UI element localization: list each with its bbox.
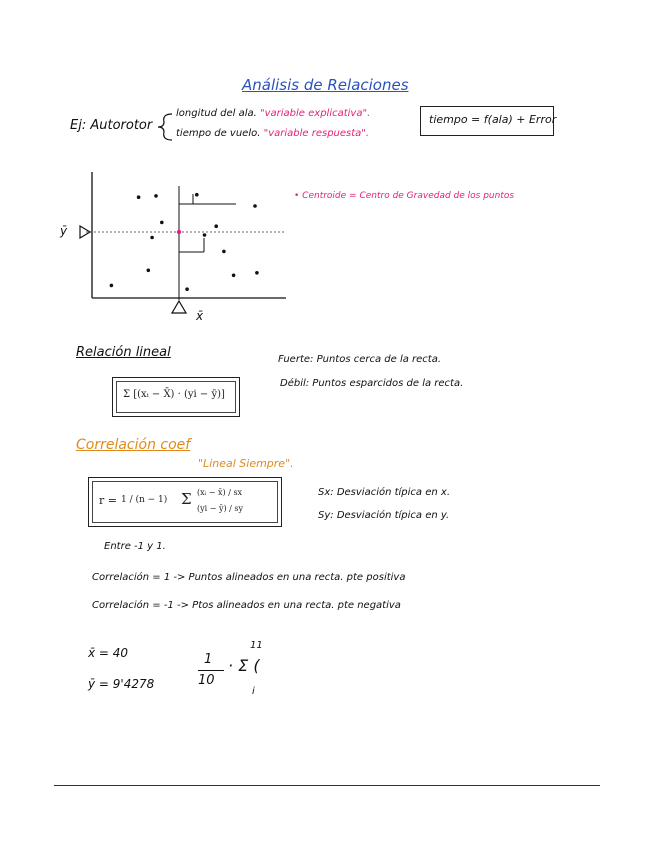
scatter-point xyxy=(214,224,218,228)
correlation-formula-box xyxy=(88,477,282,527)
scatter-point xyxy=(253,204,257,208)
ybar-label: ȳ xyxy=(60,224,68,238)
ybar-marker-icon xyxy=(78,225,92,239)
corr-term-x: (xᵢ − x̄) / sx xyxy=(197,488,243,497)
model-box xyxy=(420,106,557,136)
scatter-point xyxy=(232,274,236,278)
example-line-1 xyxy=(176,108,370,119)
model-text: tiempo = f(ala) + Error xyxy=(429,113,557,126)
strong-relation: Fuerte: Puntos cerca de la recta. xyxy=(278,354,442,365)
calc-sum-expression: · Σ ( xyxy=(228,656,260,675)
scatter-point xyxy=(195,193,199,197)
correlation-note: "Lineal Siempre". xyxy=(198,457,294,470)
corr-sum: Σ xyxy=(181,490,192,508)
ybar-value: ȳ = 9'4278 xyxy=(88,677,155,691)
linear-relation-heading: Relación lineal xyxy=(76,345,171,360)
corr-term-y: (yi − ȳ) / sy xyxy=(197,504,244,513)
calc-frac-den: 10 xyxy=(198,673,215,688)
example-line2-main: tiempo de vuelo. xyxy=(176,128,261,139)
scatter-point xyxy=(147,269,151,273)
example-line-2 xyxy=(176,128,369,139)
scatter-point xyxy=(110,284,114,288)
centroid-point xyxy=(177,230,181,234)
scatter-point xyxy=(160,221,164,225)
correlation-positive: Correlación = 1 -> Puntos alineados en una recta. pte positiva xyxy=(92,572,406,583)
xbar-value: x̄ = 40 xyxy=(88,646,129,660)
scatter-point xyxy=(203,233,207,237)
calc-sum-bottom: i xyxy=(252,686,255,697)
scatter-point xyxy=(185,287,189,291)
scatter-point xyxy=(222,250,226,254)
scatter-point xyxy=(154,194,158,198)
scatter-plot xyxy=(86,168,316,318)
calc-frac-num: 1 xyxy=(204,652,213,667)
linear-formula-box xyxy=(112,377,240,417)
corr-lhs: r = xyxy=(99,494,117,507)
example-prefix: Ej: Autorotor xyxy=(70,118,153,133)
correlation-range: Entre -1 y 1. xyxy=(104,541,166,552)
example-line1-note: "variable explicativa". xyxy=(260,108,371,119)
calc-frac-bar xyxy=(198,670,224,671)
example-line1-main: longitud del ala. xyxy=(176,108,257,119)
scatter-point xyxy=(255,271,259,275)
example-line2-note: "variable respuesta". xyxy=(263,128,370,139)
page-title: Análisis de Relaciones xyxy=(242,76,409,94)
xbar-marker-icon xyxy=(171,300,187,314)
corr-frac: 1 / (n − 1) xyxy=(121,495,168,505)
linear-formula: Σ [(xᵢ − X̄) · (yi − ȳ)] xyxy=(123,389,225,400)
centroid-note: • Centroide = Centro de Gravedad de los puntos xyxy=(294,191,515,201)
brace-icon xyxy=(156,110,176,144)
scatter-point xyxy=(137,195,141,199)
scatter-point xyxy=(150,236,154,240)
correlation-heading: Correlación coef xyxy=(76,437,191,453)
sy-definition: Sy: Desviación típica en y. xyxy=(318,510,450,521)
bottom-rule xyxy=(54,785,600,786)
sx-definition: Sx: Desviación típica en x. xyxy=(318,487,451,498)
correlation-negative: Correlación = -1 -> Ptos alineados en una recta. pte negativa xyxy=(92,600,401,611)
calc-sum-top: 11 xyxy=(250,640,263,651)
weak-relation: Débil: Puntos esparcidos de la recta. xyxy=(280,378,464,389)
xbar-label: x̄ xyxy=(196,309,204,323)
